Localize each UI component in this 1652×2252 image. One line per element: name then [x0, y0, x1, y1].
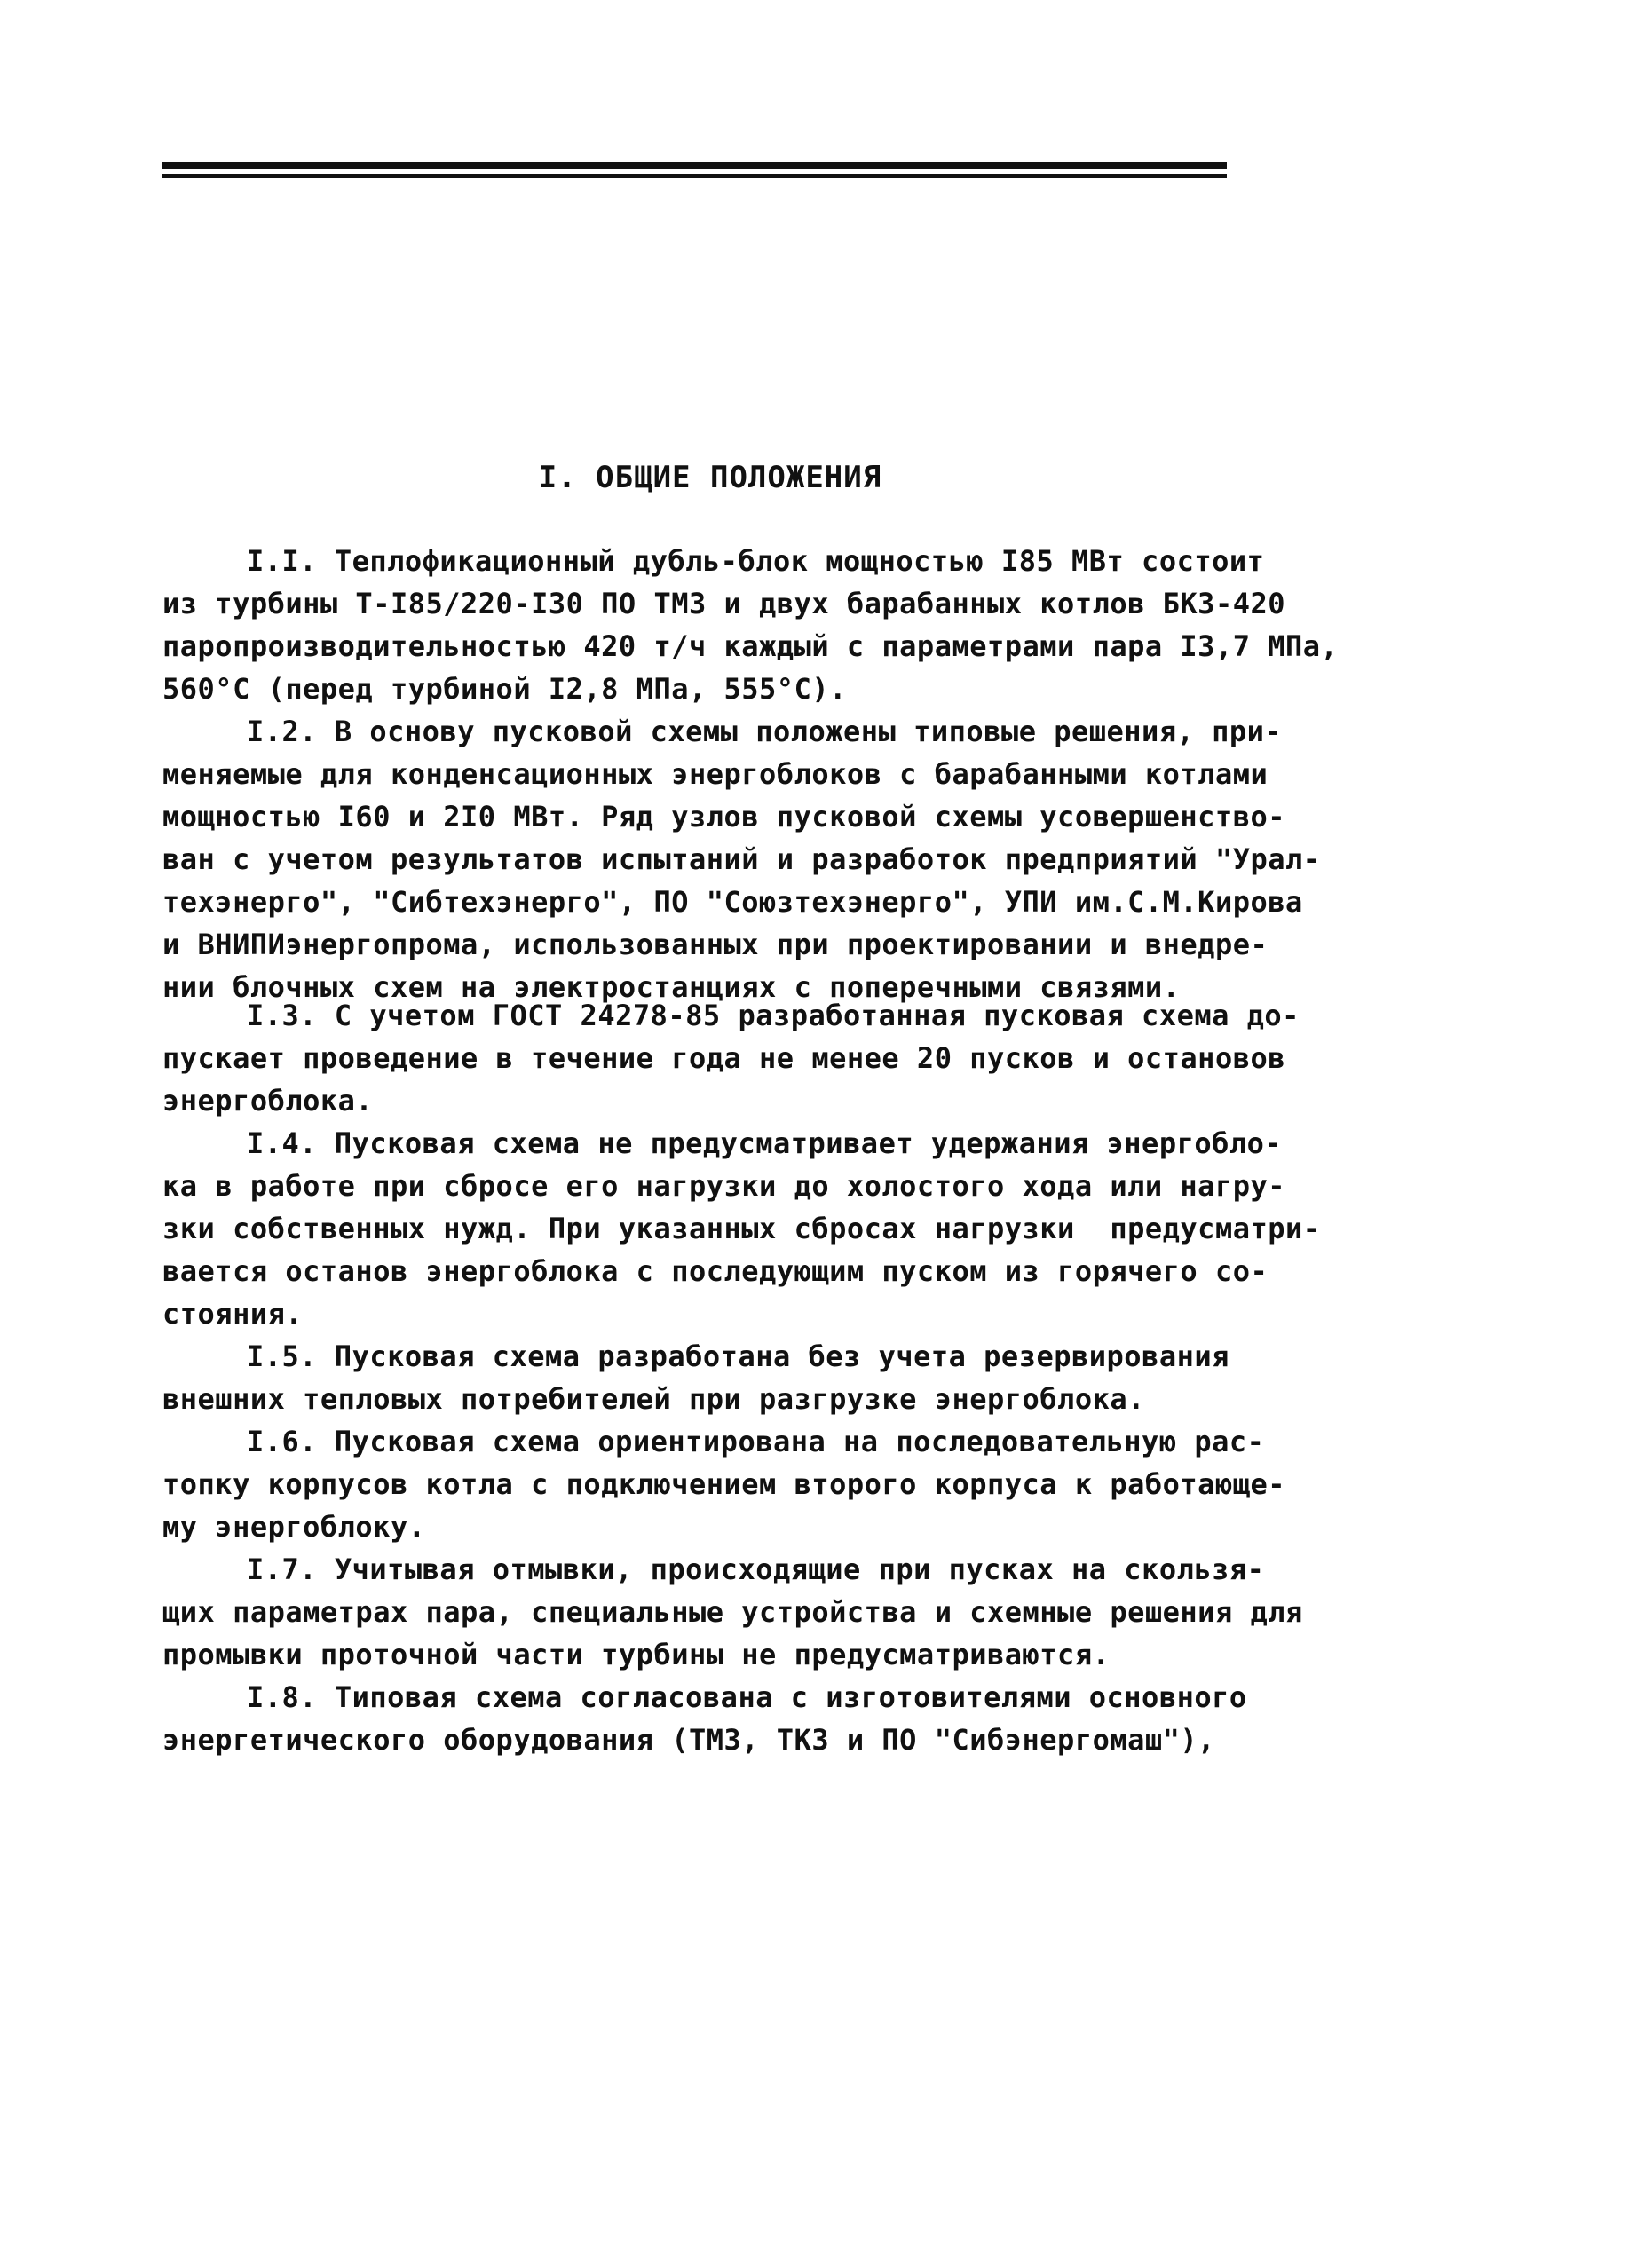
- text-line: топку корпусов котла с подключением второго корпуса к работающе-: [162, 1467, 1285, 1501]
- text-line: пускает проведение в течение года не менее 20 пусков и остановов: [162, 1041, 1285, 1075]
- text-line: I.6. Пусковая схема ориентирована на последовательную рас-: [247, 1425, 1265, 1458]
- text-line: техэнерго", "Сибтехэнерго", ПО "Союзтехэнерго", УПИ им.С.М.Кирова: [162, 885, 1303, 919]
- text-line: энергетического оборудования (ТМЗ, ТКЗ и ПО "Сибэнергомаш"),: [162, 1723, 1215, 1757]
- top-rule: [162, 162, 1227, 169]
- text-line: стояния.: [162, 1297, 304, 1331]
- text-line: паропроизводительностью 420 т/ч каждый с параметрами пара I3,7 МПа,: [162, 629, 1339, 663]
- section-heading: I. ОБЩИЕ ПОЛОЖЕНИЯ: [538, 460, 882, 495]
- text-line: щих параметрах пара, специальные устройства и схемные решения для: [162, 1595, 1303, 1629]
- text-line: ка в работе при сбросе его нагрузки до холостого хода или нагру-: [162, 1169, 1285, 1203]
- text-line: 560°С (перед турбиной I2,8 МПа, 555°С).: [162, 672, 847, 706]
- text-line: ван с учетом результатов испытаний и разработок предприятий "Урал-: [162, 842, 1321, 876]
- text-line: I.5. Пусковая схема разработана без учета резервирования: [247, 1339, 1229, 1373]
- text-line: I.7. Учитывая отмывки, происходящие при пусках на скользя-: [247, 1553, 1265, 1586]
- text-line: мощностью I60 и 2I0 МВт. Ряд узлов пусковой схемы усовершенство-: [162, 800, 1285, 834]
- text-line: I.4. Пусковая схема не предусматривает удержания энергобло-: [247, 1126, 1283, 1160]
- text-line: I.2. В основу пусковой схемы положены типовые решения, при-: [247, 715, 1283, 748]
- text-line: I.3. С учетом ГОСТ 24278-85 разработанная пусковая схема до-: [247, 999, 1300, 1032]
- text-line: внешних тепловых потребителей при разгрузке энергоблока.: [162, 1382, 1145, 1416]
- text-line: I.I. Теплофикационный дубль-блок мощностью I85 МВт состоит: [247, 544, 1265, 578]
- text-line: вается останов энергоблока с последующим пуском из горячего со-: [162, 1254, 1269, 1288]
- text-line: I.8. Типовая схема согласована с изготовителями основного: [247, 1680, 1247, 1714]
- text-line: меняемые для конденсационных энергоблоков с барабанными котлами: [162, 757, 1269, 791]
- text-line: му энергоблоку.: [162, 1510, 426, 1544]
- text-line: из турбины Т-I85/220-I30 ПО ТМЗ и двух барабанных котлов БКЗ-420: [162, 587, 1285, 620]
- top-rule-thin: [162, 174, 1227, 178]
- text-line: и ВНИПИэнергопрома, использованных при проектировании и внедре-: [162, 928, 1269, 961]
- text-line: промывки проточной части турбины не предусматриваются.: [162, 1638, 1111, 1671]
- text-line: зки собственных нужд. При указанных сбросах нагрузки предусматри-: [162, 1212, 1321, 1245]
- text-line: энергоблока.: [162, 1084, 374, 1118]
- text-line: нии блочных схем на электростанциях с поперечными связями.: [162, 970, 1181, 1004]
